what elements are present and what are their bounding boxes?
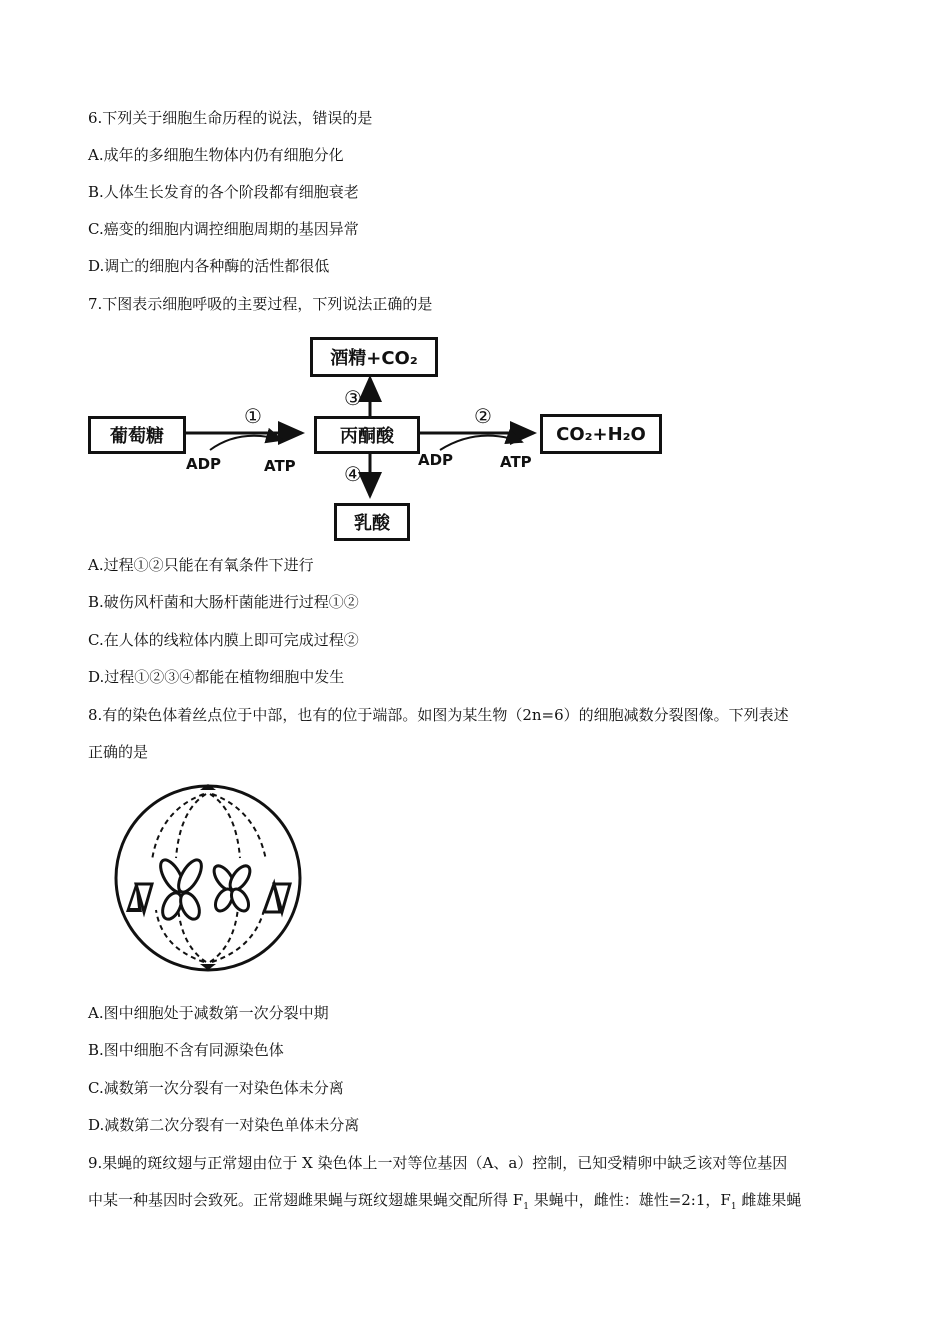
q7-option-b: B.破伤风杆菌和大肠杆菌能进行过程①② xyxy=(88,593,359,611)
q7-stem: 7.下图表示细胞呼吸的主要过程，下列说法正确的是 xyxy=(88,295,433,313)
respiration-diagram xyxy=(0,0,950,560)
q8-option-c: C.减数第一次分裂有一对染色体未分离 xyxy=(88,1079,344,1097)
chromosome-left xyxy=(126,882,152,912)
adp-label-1: ADP xyxy=(186,455,222,473)
step-3-label: ③ xyxy=(344,386,362,410)
spindle-fibers-top xyxy=(152,794,266,860)
q7-option-c: C.在人体的线粒体内膜上即可完成过程② xyxy=(88,631,359,649)
q8-option-d: D.减数第二次分裂有一对染色单体未分离 xyxy=(88,1116,360,1134)
q6-option-c: C.癌变的细胞内调控细胞周期的基因异常 xyxy=(88,220,359,238)
co2-h2o-box: CO₂+H₂O xyxy=(540,414,662,454)
q8-stem-line2: 正确的是 xyxy=(88,743,149,761)
step-2-label: ② xyxy=(474,404,492,428)
q9-sub-2: 1 xyxy=(730,1202,737,1212)
glucose-box: 葡萄糖 xyxy=(88,416,186,454)
alcohol-co2-box: 酒精+CO₂ xyxy=(310,337,438,377)
atp-label-1: ATP xyxy=(264,457,296,475)
q6-option-b: B.人体生长发育的各个阶段都有细胞衰老 xyxy=(88,183,359,201)
meiosis-cell-diagram xyxy=(100,780,320,980)
chromosome-pair-1 xyxy=(156,856,206,922)
diagram-arrows xyxy=(0,0,950,560)
q9-line2-part-a: 中某一种基因时会致死。正常翅雌果蝇与斑纹翅雄果蝇交配所得 F xyxy=(88,1191,524,1209)
cell-membrane xyxy=(116,786,300,970)
q9-line2 xyxy=(88,1190,801,1217)
q9-line2-part-b: 果蝇中，雌性：雄性=2:1，F xyxy=(528,1191,731,1209)
adp-label-2: ADP xyxy=(418,451,454,469)
q6-option-a: A.成年的多细胞生物体内仍有细胞分化 xyxy=(88,146,344,164)
arrow-adp-atp-1 xyxy=(210,436,282,450)
step-4-label: ④ xyxy=(344,462,362,486)
q7-option-d: D.过程①②③④都能在植物细胞中发生 xyxy=(88,668,345,686)
chromosome-pair-2 xyxy=(210,863,254,914)
chromosome-right xyxy=(264,884,290,912)
q6-stem: 6.下列关于细胞生命历程的说法，错误的是 xyxy=(88,109,373,127)
lactic-acid-box: 乳酸 xyxy=(334,503,410,541)
arrow-adp-atp-2 xyxy=(440,436,522,450)
q8-stem-line1: 8.有的染色体着丝点位于中部，也有的位于端部。如图为某生物（2n=6）的细胞减数分裂图像。下列表述 xyxy=(88,706,789,724)
q8-option-a: A.图中细胞处于减数第一次分裂中期 xyxy=(88,1004,329,1022)
q9-sub-1: 1 xyxy=(523,1202,529,1212)
q9-line2-part-c: 雌雄果蝇 xyxy=(736,1191,802,1209)
step-1-label: ① xyxy=(244,404,262,428)
atp-label-2: ATP xyxy=(500,453,532,471)
q8-option-b: B.图中细胞不含有同源染色体 xyxy=(88,1041,284,1059)
q6-option-d: D.调亡的细胞内各种酶的活性都很低 xyxy=(88,257,330,275)
q9-line1: 9.果蝇的斑纹翅与正常翅由位于 X 染色体上一对等位基因（A、a）控制，已知受精卵中缺乏该对等位基因 xyxy=(88,1154,788,1172)
pyruvate-box: 丙酮酸 xyxy=(314,416,420,454)
q7-option-a: A.过程①②只能在有氧条件下进行 xyxy=(88,556,314,574)
